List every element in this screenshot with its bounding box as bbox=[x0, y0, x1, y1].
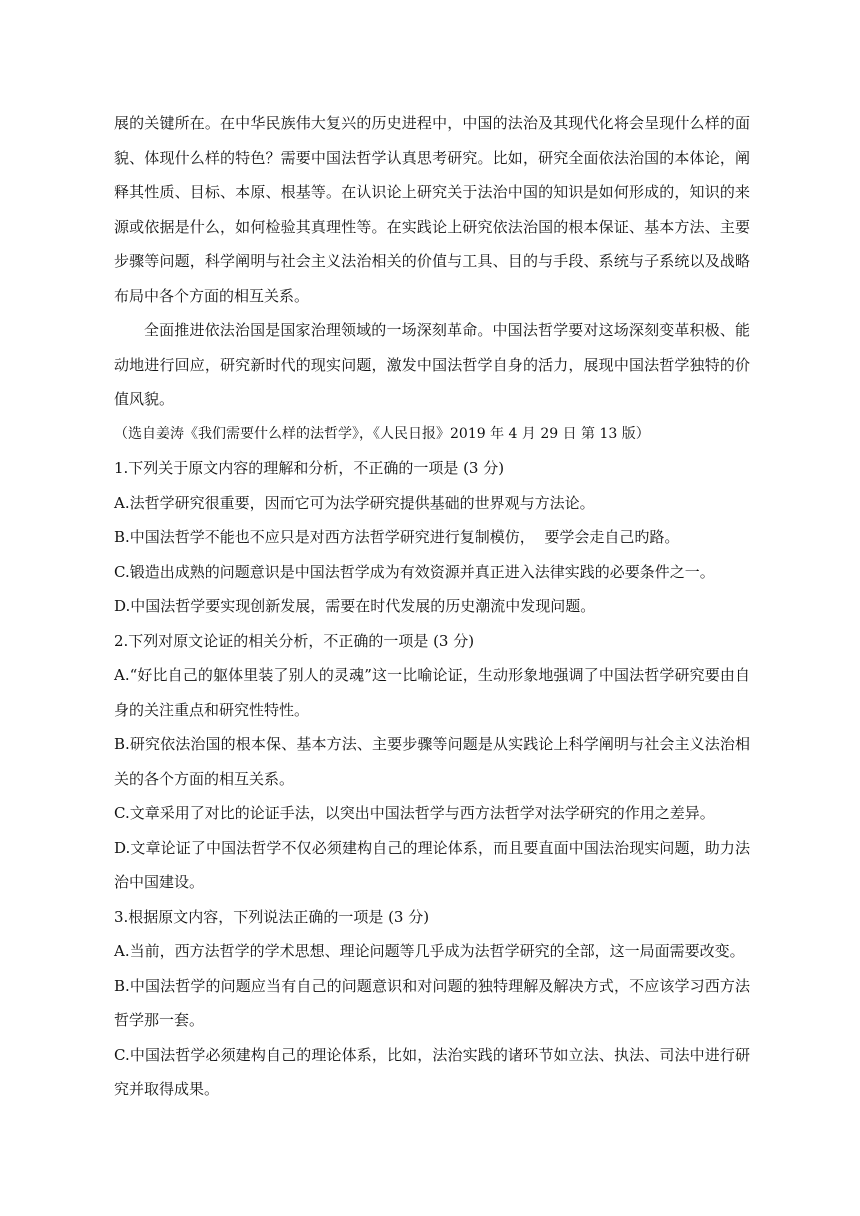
question-2 bbox=[114, 624, 750, 900]
question-option-b: B.研究依法治国的根本保、基本方法、主要步骤等问题是从实践论上科学阐明与社会主义法治相关的各个方面的相互关系。 bbox=[114, 735, 750, 788]
question-option-b: B.中国法哲学的问题应当有自己的问题意识和对问题的独特理解及解决方式，不应该学习西方法哲学那一套。 bbox=[114, 976, 750, 1029]
question-option-a: A.法哲学研究很重要，因而它可为法学研究提供基础的世界观与方法论。 bbox=[114, 493, 595, 512]
passage-paragraph: 展的关键所在。在中华民族伟大复兴的历史进程中，中国的法治及其现代化将会呈现什么样的面貌、体现什么样的特色？需要中国法哲学认真思考研究。比如，研究全面依法治国的本体论，阐释其性质、目标、本原、根基等。在认识论上研究关于法治中国的知识是如何形成的，知识的来源或依据是什么，如何检验其真理性等。在实践论上研究依法治国的根本保证、基本方法、主要步骤等问题，科学阐明与社会主义法治相关的价值与工具、目的与手段、系统与子系统以及战略布局中各个方面的相互关系。 bbox=[114, 114, 750, 305]
document-page bbox=[114, 106, 750, 1107]
question-option-a: A.当前，西方法哲学的学术思想、理论问题等几乎成为法哲学研究的全部，这一局面需要改变。 bbox=[114, 942, 745, 960]
question-option-d: D.中国法哲学要实现创新发展，需要在时代发展的历史潮流中发现问题。 bbox=[114, 597, 596, 615]
question-1 bbox=[114, 451, 750, 624]
question-option-c: C.中国法哲学必须建构自己的理论体系，比如，法治实践的诸环节如立法、执法、司法中进行研究并取得成果。 bbox=[114, 1045, 750, 1098]
question-stem: 1.下列关于原文内容的理解和分析，不正确的一项是 (3 分) bbox=[114, 459, 505, 477]
question-option-d: D.文章论证了中国法哲学不仅必须建构自己的理论体系，而且要直面中国法治现实问题，助力法治中国建设。 bbox=[114, 838, 750, 891]
question-3 bbox=[114, 900, 750, 1107]
passage-source: （选自姜涛《我们需要什么样的法哲学》，《人民日报》2019 年 4 月 29 日 第 13 版） bbox=[114, 425, 650, 442]
passage-paragraph: 全面推进依法治国是国家治理领域的一场深刻革命。中国法哲学要对这场深刻变革积极、能动地进行回应，研究新时代的现实问题，激发中国法哲学自身的活力，展现中国法哲学独特的价值风貌。 bbox=[114, 321, 750, 408]
question-stem: 2.下列对原文论证的相关分析，不正确的一项是 (3 分) bbox=[114, 631, 475, 650]
question-stem: 3.根据原文内容，下列说法正确的一项是 (3 分) bbox=[114, 907, 430, 926]
question-option-b: B.中国法哲学不能也不应只是对西方法哲学研究进行复制模仿， 要学会走自己旳路。 bbox=[114, 528, 680, 546]
question-option-a: A.“好比自己的躯体里装了别人的灵魂”这一比喻论证，生动形象地强调了中国法哲学研究要由自身的关注重点和研究性特性。 bbox=[114, 666, 750, 719]
question-option-c: C.锻造出成熟的问题意识是中国法哲学成为有效资源并真正进入法律实践的必要条件之一。 bbox=[114, 562, 715, 581]
question-option-c: C.文章采用了对比的论证手法，以突出中国法哲学与西方法哲学对法学研究的作用之差异。 bbox=[114, 804, 715, 822]
